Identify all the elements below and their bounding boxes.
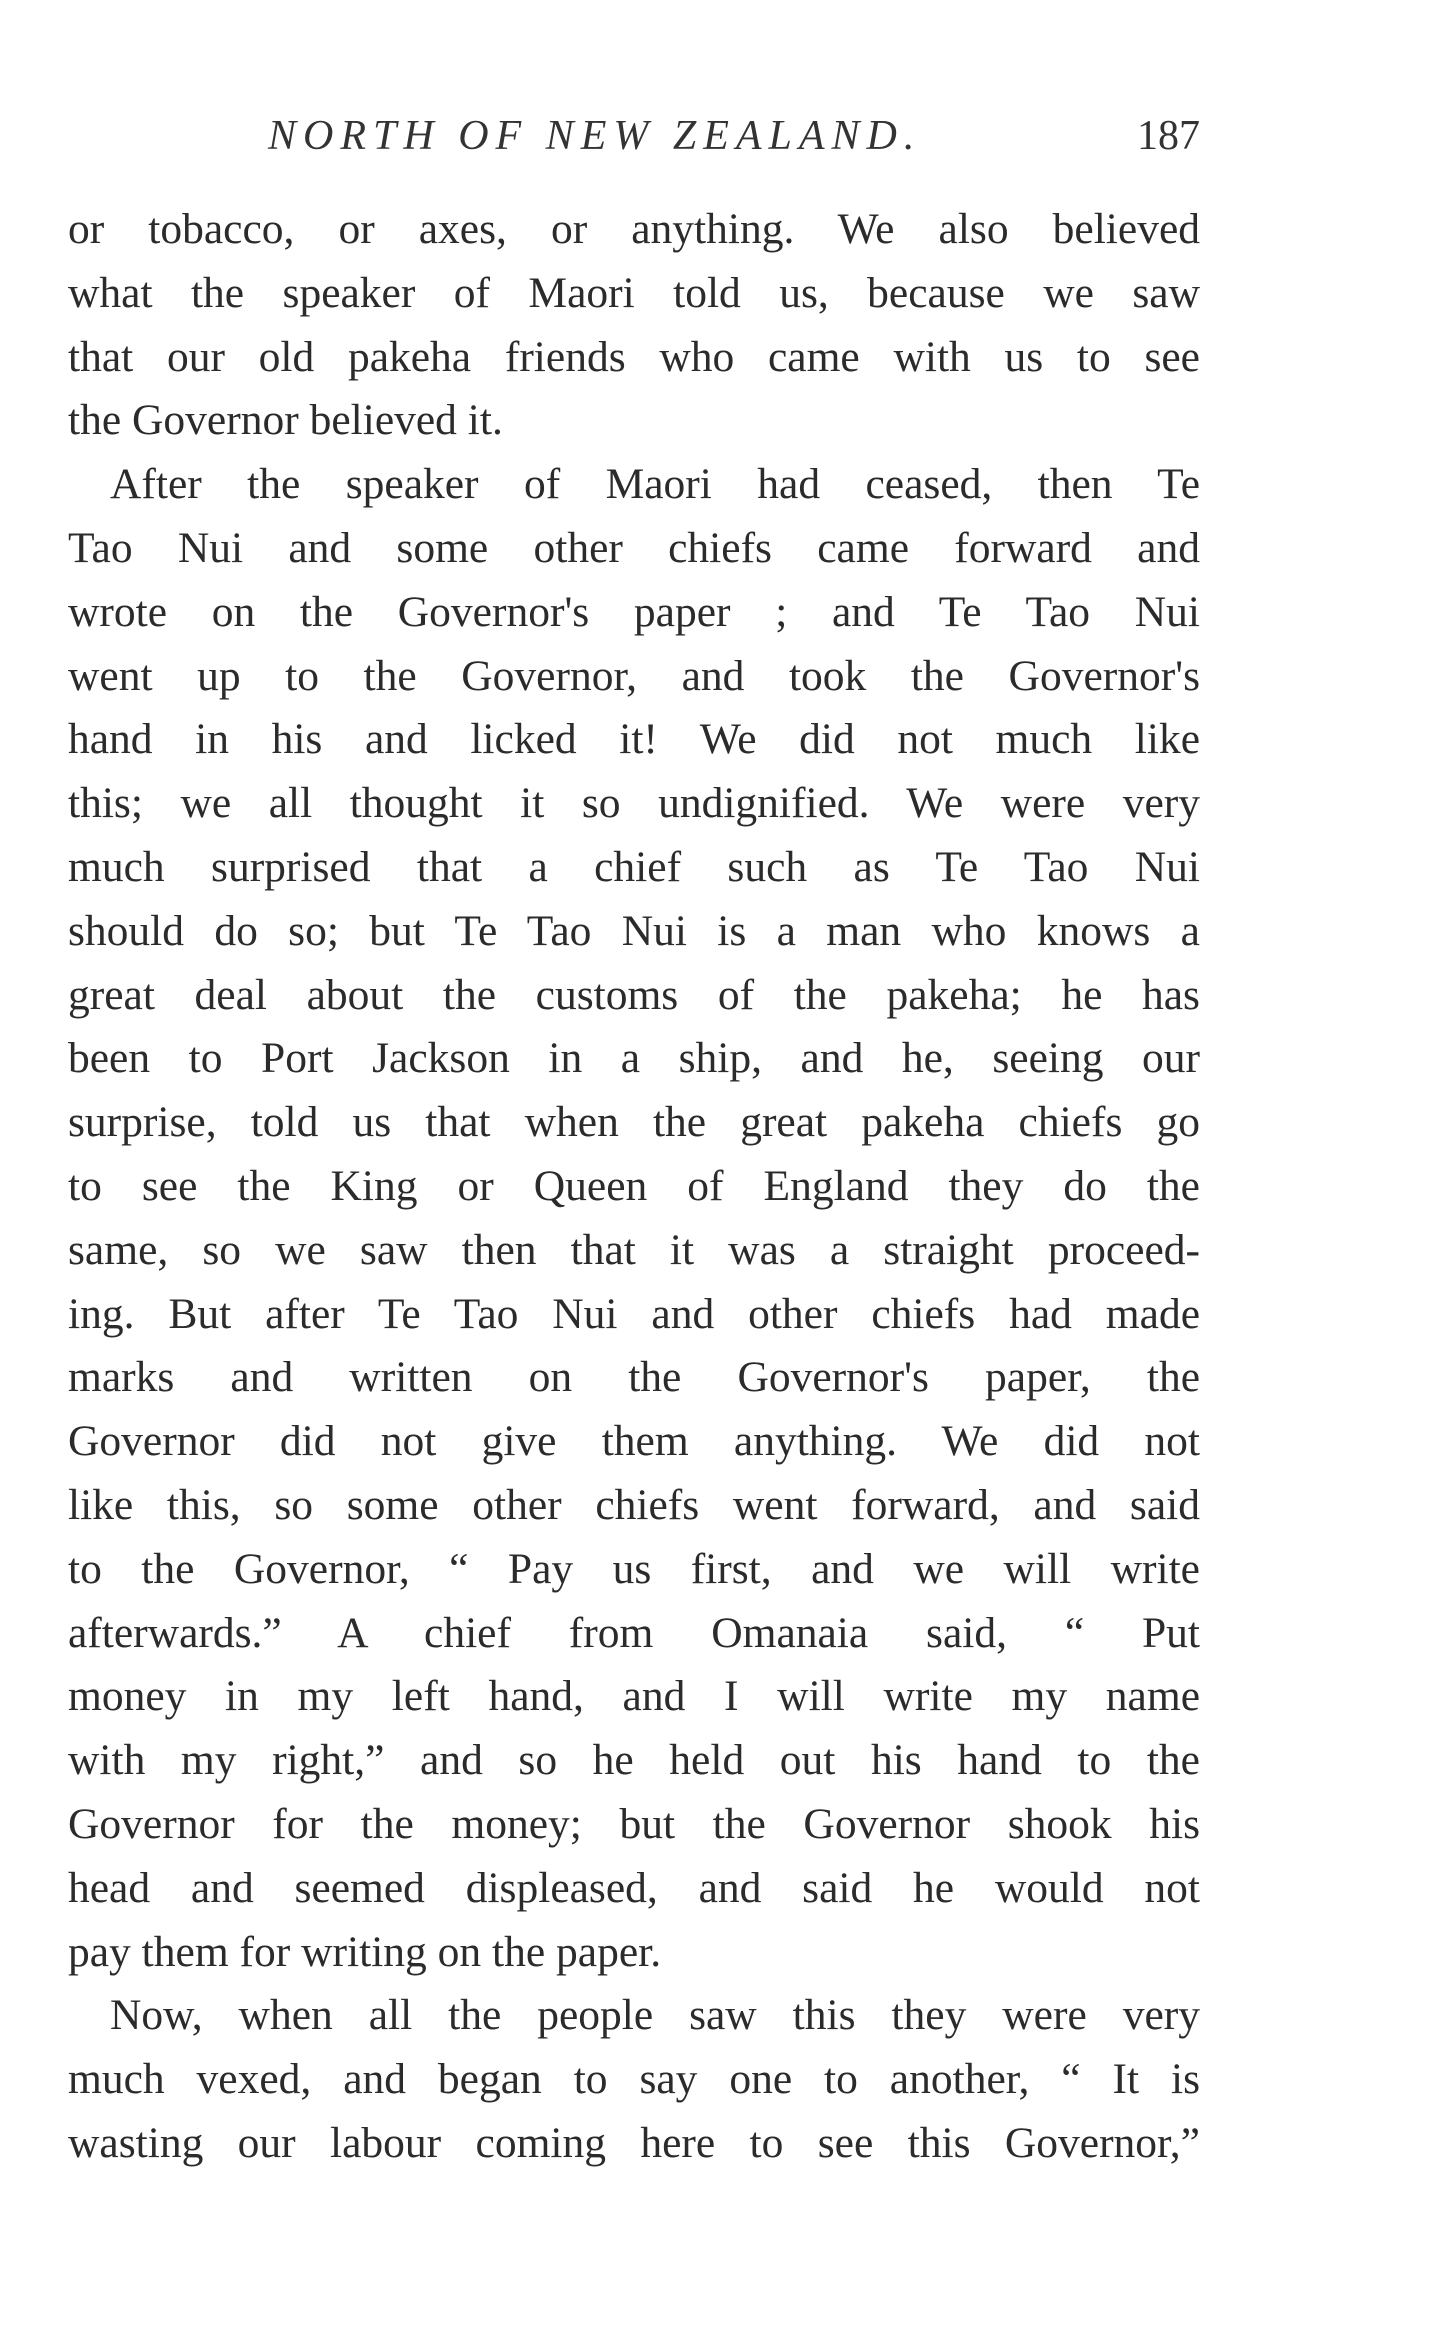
text-line: that our old pakeha friends who came with us to see: [68, 332, 1200, 381]
paragraph: [68, 453, 1200, 1984]
text-line: this; we all thought it so undignified. We were very: [68, 779, 1200, 828]
page-number: 187: [1137, 113, 1200, 159]
text-line: After the speaker of Maori had ceased, then Te: [110, 460, 1200, 509]
text-line: should do so; but Te Tao Nui is a man who knows a: [68, 906, 1200, 955]
running-head: NORTH OF NEW ZEALAND.: [268, 113, 922, 159]
text-line: afterwards.” A chief from Omanaia said, “ Put: [68, 1608, 1200, 1657]
text-line: wasting our labour coming here to see this Governor,”: [68, 2118, 1200, 2167]
text-line: marks and written on the Governor's paper, the: [68, 1353, 1200, 1402]
text-line: Now, when all the people saw this they were very: [110, 1991, 1200, 2040]
text-line: great deal about the customs of the pakeha; he has: [68, 970, 1200, 1019]
text-line: with my right,” and so he held out his hand to the: [68, 1736, 1200, 1785]
text-line: to the Governor, “ Pay us first, and we will write: [68, 1544, 1200, 1593]
text-line: ing. But after Te Tao Nui and other chiefs had made: [68, 1289, 1200, 1338]
body-text: [68, 198, 1200, 2176]
text-line: Governor did not give them anything. We did not: [68, 1417, 1200, 1466]
text-line: been to Port Jackson in a ship, and he, seeing our: [68, 1034, 1200, 1083]
text-line: much vexed, and began to say one to another, “ It is: [68, 2055, 1200, 2104]
text-line: to see the King or Queen of England they do the: [68, 1161, 1200, 1210]
text-line: money in my left hand, and I will write my name: [68, 1672, 1200, 1721]
text-line: head and seemed displeased, and said he would not: [68, 1863, 1200, 1912]
text-line: what the speaker of Maori told us, because we saw: [68, 268, 1200, 317]
text-line: surprise, told us that when the great pakeha chiefs go: [68, 1098, 1200, 1147]
text-line: went up to the Governor, and took the Governor's: [68, 651, 1200, 700]
text-line: Tao Nui and some other chiefs came forward and: [68, 523, 1200, 572]
text-line: the Governor believed it.: [68, 396, 503, 445]
paragraph: [68, 198, 1200, 453]
text-line: hand in his and licked it! We did not much like: [68, 715, 1200, 764]
text-line: same, so we saw then that it was a straight proceed-: [68, 1225, 1200, 1274]
text-line: or tobacco, or axes, or anything. We also believed: [68, 205, 1200, 253]
paragraph: [68, 1984, 1200, 2175]
text-line: like this, so some other chiefs went forward, and said: [68, 1480, 1200, 1529]
page-header: [68, 112, 1200, 172]
text-line: Governor for the money; but the Governor shook his: [68, 1799, 1200, 1848]
text-line: pay them for writing on the paper.: [68, 1927, 662, 1976]
text-line: wrote on the Governor's paper ; and Te Tao Nui: [68, 587, 1200, 636]
text-line: much surprised that a chief such as Te Tao Nui: [68, 842, 1200, 891]
